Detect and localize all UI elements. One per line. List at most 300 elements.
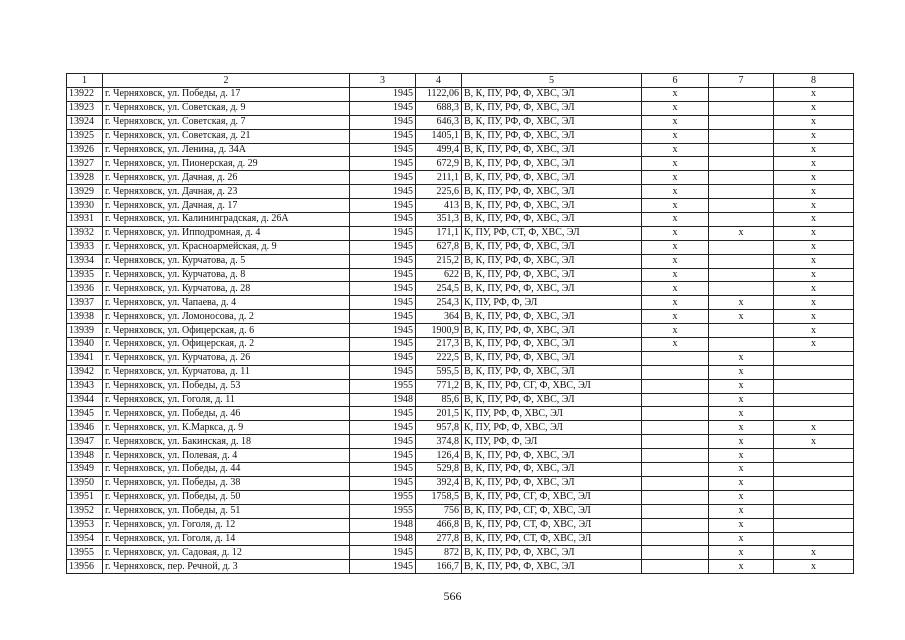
mark-col7-cell: х: [709, 476, 774, 490]
table-row: [67, 435, 854, 449]
mark-col6-cell: х: [642, 143, 709, 157]
mark-col7-cell: х: [709, 407, 774, 421]
mark-col6-cell: х: [642, 115, 709, 129]
mark-col7-cell: х: [709, 393, 774, 407]
year-cell: 1945: [350, 338, 416, 352]
elements-cell: В, К, ПУ, РФ, Ф, ХВС, ЭЛ: [462, 463, 642, 477]
mark-col6-cell: [642, 435, 709, 449]
year-cell: 1955: [350, 490, 416, 504]
elements-cell: В, К, ПУ, РФ, Ф, ХВС, ЭЛ: [462, 282, 642, 296]
mark-col8-cell: х: [774, 435, 854, 449]
mark-col6-cell: х: [642, 171, 709, 185]
row-number: 13923: [67, 101, 103, 115]
row-number: 13944: [67, 393, 103, 407]
address-cell: г. Черняховск, ул. Советская, д. 7: [103, 115, 350, 129]
mark-col8-cell: х: [774, 157, 854, 171]
mark-col6-cell: [642, 532, 709, 546]
row-number: 13946: [67, 421, 103, 435]
mark-col6-cell: [642, 379, 709, 393]
mark-col8-cell: [774, 504, 854, 518]
year-cell: 1945: [350, 324, 416, 338]
row-number: 13935: [67, 268, 103, 282]
mark-col7-cell: х: [709, 449, 774, 463]
address-cell: г. Черняховск, ул. Ипподромная, д. 4: [103, 226, 350, 240]
elements-cell: К, ПУ, РФ, СТ, Ф, ХВС, ЭЛ: [462, 226, 642, 240]
mark-col8-cell: х: [774, 115, 854, 129]
mark-col6-cell: [642, 393, 709, 407]
elements-cell: В, К, ПУ, РФ, Ф, ХВС, ЭЛ: [462, 310, 642, 324]
year-cell: 1945: [350, 435, 416, 449]
elements-cell: В, К, ПУ, РФ, Ф, ХВС, ЭЛ: [462, 546, 642, 560]
row-number: 13936: [67, 282, 103, 296]
row-number: 13952: [67, 504, 103, 518]
mark-col8-cell: х: [774, 240, 854, 254]
year-cell: 1945: [350, 296, 416, 310]
mark-col6-cell: х: [642, 282, 709, 296]
table-row: [67, 504, 854, 518]
elements-cell: В, К, ПУ, РФ, Ф, ХВС, ЭЛ: [462, 143, 642, 157]
table-row: [67, 338, 854, 352]
mark-col7-cell: [709, 199, 774, 213]
elements-cell: В, К, ПУ, РФ, Ф, ХВС, ЭЛ: [462, 88, 642, 102]
row-number: 13927: [67, 157, 103, 171]
mark-col6-cell: х: [642, 324, 709, 338]
elements-cell: К, ПУ, РФ, Ф, ЭЛ: [462, 296, 642, 310]
elements-cell: В, К, ПУ, РФ, Ф, ХВС, ЭЛ: [462, 365, 642, 379]
mark-col7-cell: [709, 338, 774, 352]
mark-col6-cell: [642, 421, 709, 435]
row-number: 13954: [67, 532, 103, 546]
area-cell: 1758,5: [416, 490, 462, 504]
mark-col8-cell: х: [774, 282, 854, 296]
address-cell: г. Черняховск, ул. Красноармейская, д. 9: [103, 240, 350, 254]
elements-cell: К, ПУ, РФ, Ф, ЭЛ: [462, 435, 642, 449]
row-number: 13953: [67, 518, 103, 532]
row-number: 13929: [67, 185, 103, 199]
year-cell: 1945: [350, 88, 416, 102]
elements-cell: В, К, ПУ, РФ, Ф, ХВС, ЭЛ: [462, 115, 642, 129]
table-row: [67, 365, 854, 379]
header-row: [67, 74, 854, 88]
year-cell: 1945: [350, 143, 416, 157]
mark-col7-cell: [709, 101, 774, 115]
year-cell: 1945: [350, 226, 416, 240]
year-cell: 1948: [350, 532, 416, 546]
table-row: [67, 532, 854, 546]
table-row: [67, 129, 854, 143]
year-cell: 1945: [350, 129, 416, 143]
elements-cell: В, К, ПУ, РФ, Ф, ХВС, ЭЛ: [462, 157, 642, 171]
address-cell: г. Черняховск, ул. Садовая, д. 12: [103, 546, 350, 560]
area-cell: 688,3: [416, 101, 462, 115]
mark-col8-cell: х: [774, 268, 854, 282]
mark-col6-cell: х: [642, 338, 709, 352]
mark-col8-cell: [774, 393, 854, 407]
mark-col8-cell: х: [774, 129, 854, 143]
mark-col6-cell: х: [642, 88, 709, 102]
row-number: 13941: [67, 351, 103, 365]
address-cell: г. Черняховск, ул. Гоголя, д. 11: [103, 393, 350, 407]
mark-col8-cell: [774, 518, 854, 532]
mark-col8-cell: [774, 463, 854, 477]
address-cell: г. Черняховск, ул. Победы, д. 38: [103, 476, 350, 490]
area-cell: 215,2: [416, 254, 462, 268]
area-cell: 957,8: [416, 421, 462, 435]
mark-col6-cell: [642, 351, 709, 365]
address-cell: г. Черняховск, ул. Пионерская, д. 29: [103, 157, 350, 171]
mark-col7-cell: х: [709, 379, 774, 393]
year-cell: 1945: [350, 421, 416, 435]
area-cell: 529,8: [416, 463, 462, 477]
mark-col8-cell: [774, 379, 854, 393]
mark-col6-cell: х: [642, 213, 709, 227]
table-row: [67, 449, 854, 463]
year-cell: 1948: [350, 393, 416, 407]
area-cell: 499,4: [416, 143, 462, 157]
mark-col7-cell: [709, 254, 774, 268]
mark-col6-cell: х: [642, 129, 709, 143]
row-number: 13951: [67, 490, 103, 504]
address-cell: г. Черняховск, ул. Победы, д. 17: [103, 88, 350, 102]
mark-col8-cell: х: [774, 324, 854, 338]
area-cell: 872: [416, 546, 462, 560]
mark-col8-cell: х: [774, 296, 854, 310]
elements-cell: В, К, ПУ, РФ, СГ, Ф, ХВС, ЭЛ: [462, 379, 642, 393]
elements-cell: В, К, ПУ, РФ, Ф, ХВС, ЭЛ: [462, 449, 642, 463]
year-cell: 1945: [350, 476, 416, 490]
mark-col7-cell: х: [709, 504, 774, 518]
mark-col6-cell: х: [642, 185, 709, 199]
mark-col7-cell: х: [709, 560, 774, 574]
address-cell: г. Черняховск, ул. Победы, д. 53: [103, 379, 350, 393]
mark-col7-cell: [709, 115, 774, 129]
row-number: 13956: [67, 560, 103, 574]
mark-col6-cell: х: [642, 254, 709, 268]
row-number: 13925: [67, 129, 103, 143]
mark-col7-cell: х: [709, 518, 774, 532]
address-cell: г. Черняховск, ул. Офицерская, д. 6: [103, 324, 350, 338]
table-row: [67, 351, 854, 365]
mark-col8-cell: [774, 365, 854, 379]
elements-cell: В, К, ПУ, РФ, Ф, ХВС, ЭЛ: [462, 338, 642, 352]
mark-col8-cell: х: [774, 199, 854, 213]
mark-col6-cell: х: [642, 296, 709, 310]
address-cell: г. Черняховск, ул. Полевая, д. 4: [103, 449, 350, 463]
mark-col6-cell: х: [642, 101, 709, 115]
mark-col7-cell: х: [709, 463, 774, 477]
mark-col8-cell: х: [774, 143, 854, 157]
year-cell: 1955: [350, 504, 416, 518]
header-cell-7: 7: [709, 74, 774, 88]
area-cell: 166,7: [416, 560, 462, 574]
header-cell-1: 1: [67, 74, 103, 88]
area-cell: 211,1: [416, 171, 462, 185]
table-row: [67, 240, 854, 254]
year-cell: 1945: [350, 282, 416, 296]
mark-col7-cell: х: [709, 435, 774, 449]
header-cell-4: 4: [416, 74, 462, 88]
address-cell: г. Черняховск, ул. Курчатова, д. 8: [103, 268, 350, 282]
table-row: [67, 157, 854, 171]
year-cell: 1945: [350, 185, 416, 199]
mark-col6-cell: х: [642, 310, 709, 324]
address-cell: г. Черняховск, ул. Ленина, д. 34А: [103, 143, 350, 157]
mark-col7-cell: [709, 88, 774, 102]
mark-col7-cell: [709, 171, 774, 185]
page-number: 566: [443, 589, 462, 603]
mark-col6-cell: х: [642, 199, 709, 213]
address-cell: г. Черняховск, ул. Курчатова, д. 26: [103, 351, 350, 365]
table-row: [67, 282, 854, 296]
area-cell: 201,5: [416, 407, 462, 421]
row-number: 13948: [67, 449, 103, 463]
elements-cell: К, ПУ, РФ, Ф, ХВС, ЭЛ: [462, 421, 642, 435]
address-cell: г. Черняховск, ул. Офицерская, д. 2: [103, 338, 350, 352]
mark-col7-cell: [709, 143, 774, 157]
area-cell: 254,5: [416, 282, 462, 296]
table-row: [67, 268, 854, 282]
mark-col6-cell: [642, 365, 709, 379]
row-number: 13955: [67, 546, 103, 560]
address-cell: г. Черняховск, ул. Дачная, д. 23: [103, 185, 350, 199]
address-cell: г. Черняховск, пер. Речной, д. 3: [103, 560, 350, 574]
area-cell: 171,1: [416, 226, 462, 240]
area-cell: 622: [416, 268, 462, 282]
table-row: [67, 546, 854, 560]
mark-col6-cell: [642, 546, 709, 560]
address-cell: г. Черняховск, ул. Бакинская, д. 18: [103, 435, 350, 449]
table-row: [67, 226, 854, 240]
area-cell: 222,5: [416, 351, 462, 365]
mark-col8-cell: [774, 407, 854, 421]
area-cell: 672,9: [416, 157, 462, 171]
row-number: 13937: [67, 296, 103, 310]
year-cell: 1945: [350, 365, 416, 379]
mark-col8-cell: х: [774, 88, 854, 102]
row-number: 13950: [67, 476, 103, 490]
table-body: [67, 88, 854, 574]
mark-col6-cell: [642, 560, 709, 574]
elements-cell: В, К, ПУ, РФ, Ф, ХВС, ЭЛ: [462, 185, 642, 199]
header-cell-2: 2: [103, 74, 350, 88]
year-cell: 1945: [350, 407, 416, 421]
table-row: [67, 518, 854, 532]
row-number: 13926: [67, 143, 103, 157]
area-cell: 225,6: [416, 185, 462, 199]
area-cell: 413: [416, 199, 462, 213]
mark-col8-cell: [774, 532, 854, 546]
year-cell: 1945: [350, 310, 416, 324]
mark-col6-cell: [642, 490, 709, 504]
row-number: 13932: [67, 226, 103, 240]
area-cell: 646,3: [416, 115, 462, 129]
year-cell: 1948: [350, 518, 416, 532]
mark-col7-cell: [709, 324, 774, 338]
elements-cell: В, К, ПУ, РФ, Ф, ХВС, ЭЛ: [462, 199, 642, 213]
address-cell: г. Черняховск, ул. Гоголя, д. 12: [103, 518, 350, 532]
mark-col8-cell: х: [774, 421, 854, 435]
year-cell: 1945: [350, 157, 416, 171]
year-cell: 1945: [350, 546, 416, 560]
area-cell: 1122,06: [416, 88, 462, 102]
address-cell: г. Черняховск, ул. Победы, д. 51: [103, 504, 350, 518]
elements-cell: В, К, ПУ, РФ, Ф, ХВС, ЭЛ: [462, 254, 642, 268]
year-cell: 1945: [350, 254, 416, 268]
elements-cell: В, К, ПУ, РФ, Ф, ХВС, ЭЛ: [462, 268, 642, 282]
address-cell: г. Черняховск, ул. Советская, д. 21: [103, 129, 350, 143]
table-row: [67, 254, 854, 268]
table-row: [67, 560, 854, 574]
table-row: [67, 407, 854, 421]
row-number: 13945: [67, 407, 103, 421]
elements-cell: В, К, ПУ, РФ, Ф, ХВС, ЭЛ: [462, 324, 642, 338]
mark-col6-cell: [642, 407, 709, 421]
table-row: [67, 421, 854, 435]
row-number: 13930: [67, 199, 103, 213]
mark-col8-cell: х: [774, 185, 854, 199]
area-cell: 85,6: [416, 393, 462, 407]
mark-col7-cell: [709, 213, 774, 227]
year-cell: 1945: [350, 101, 416, 115]
address-cell: г. Черняховск, ул. Дачная, д. 26: [103, 171, 350, 185]
mark-col8-cell: [774, 490, 854, 504]
table-row: [67, 185, 854, 199]
area-cell: 392,4: [416, 476, 462, 490]
row-number: 13939: [67, 324, 103, 338]
area-cell: 595,5: [416, 365, 462, 379]
year-cell: 1945: [350, 171, 416, 185]
table-row: [67, 463, 854, 477]
elements-cell: В, К, ПУ, РФ, Ф, ХВС, ЭЛ: [462, 351, 642, 365]
address-cell: г. Черняховск, ул. Курчатова, д. 28: [103, 282, 350, 296]
mark-col7-cell: [709, 185, 774, 199]
table-row: [67, 296, 854, 310]
elements-cell: В, К, ПУ, РФ, СГ, Ф, ХВС, ЭЛ: [462, 490, 642, 504]
row-number: 13947: [67, 435, 103, 449]
mark-col7-cell: х: [709, 296, 774, 310]
row-number: 13922: [67, 88, 103, 102]
mark-col7-cell: х: [709, 532, 774, 546]
table-row: [67, 88, 854, 102]
area-cell: 1405,1: [416, 129, 462, 143]
address-cell: г. Черняховск, ул. Советская, д. 9: [103, 101, 350, 115]
address-cell: г. Черняховск, ул. Ломоносова, д. 2: [103, 310, 350, 324]
year-cell: 1945: [350, 115, 416, 129]
registry-table: [66, 73, 854, 574]
mark-col8-cell: х: [774, 546, 854, 560]
area-cell: 1900,9: [416, 324, 462, 338]
mark-col6-cell: [642, 504, 709, 518]
elements-cell: В, К, ПУ, РФ, Ф, ХВС, ЭЛ: [462, 213, 642, 227]
table-row: [67, 324, 854, 338]
mark-col7-cell: [709, 282, 774, 296]
row-number: 13949: [67, 463, 103, 477]
elements-cell: В, К, ПУ, РФ, Ф, ХВС, ЭЛ: [462, 129, 642, 143]
row-number: 13924: [67, 115, 103, 129]
row-number: 13940: [67, 338, 103, 352]
area-cell: 374,8: [416, 435, 462, 449]
address-cell: г. Черняховск, ул. Калининградская, д. 26А: [103, 213, 350, 227]
mark-col8-cell: [774, 449, 854, 463]
elements-cell: В, К, ПУ, РФ, СГ, Ф, ХВС, ЭЛ: [462, 504, 642, 518]
mark-col6-cell: х: [642, 157, 709, 171]
year-cell: 1945: [350, 560, 416, 574]
year-cell: 1945: [350, 351, 416, 365]
area-cell: 277,8: [416, 532, 462, 546]
year-cell: 1945: [350, 213, 416, 227]
elements-cell: В, К, ПУ, РФ, Ф, ХВС, ЭЛ: [462, 393, 642, 407]
row-number: 13943: [67, 379, 103, 393]
table-row: [67, 101, 854, 115]
table-row: [67, 310, 854, 324]
address-cell: г. Черняховск, ул. К.Маркса, д. 9: [103, 421, 350, 435]
mark-col8-cell: х: [774, 171, 854, 185]
mark-col7-cell: х: [709, 351, 774, 365]
mark-col6-cell: х: [642, 268, 709, 282]
mark-col6-cell: [642, 518, 709, 532]
table-row: [67, 143, 854, 157]
area-cell: 364: [416, 310, 462, 324]
row-number: 13933: [67, 240, 103, 254]
address-cell: г. Черняховск, ул. Курчатова, д. 11: [103, 365, 350, 379]
table-row: [67, 213, 854, 227]
address-cell: г. Черняховск, ул. Гоголя, д. 14: [103, 532, 350, 546]
year-cell: 1945: [350, 240, 416, 254]
mark-col8-cell: х: [774, 310, 854, 324]
elements-cell: В, К, ПУ, РФ, Ф, ХВС, ЭЛ: [462, 240, 642, 254]
row-number: 13931: [67, 213, 103, 227]
table-row: [67, 476, 854, 490]
elements-cell: В, К, ПУ, РФ, Ф, ХВС, ЭЛ: [462, 560, 642, 574]
mark-col6-cell: [642, 463, 709, 477]
row-number: 13934: [67, 254, 103, 268]
mark-col6-cell: [642, 476, 709, 490]
elements-cell: В, К, ПУ, РФ, Ф, ХВС, ЭЛ: [462, 101, 642, 115]
area-cell: 351,3: [416, 213, 462, 227]
mark-col8-cell: х: [774, 254, 854, 268]
area-cell: 627,8: [416, 240, 462, 254]
mark-col8-cell: х: [774, 226, 854, 240]
address-cell: г. Черняховск, ул. Чапаева, д. 4: [103, 296, 350, 310]
header-cell-6: 6: [642, 74, 709, 88]
table-row: [67, 115, 854, 129]
elements-cell: В, К, ПУ, РФ, Ф, ХВС, ЭЛ: [462, 171, 642, 185]
mark-col7-cell: х: [709, 421, 774, 435]
address-cell: г. Черняховск, ул. Дачная, д. 17: [103, 199, 350, 213]
mark-col6-cell: [642, 449, 709, 463]
mark-col8-cell: х: [774, 338, 854, 352]
mark-col7-cell: х: [709, 310, 774, 324]
area-cell: 126,4: [416, 449, 462, 463]
area-cell: 756: [416, 504, 462, 518]
header-cell-5: 5: [462, 74, 642, 88]
year-cell: 1945: [350, 199, 416, 213]
mark-col7-cell: [709, 157, 774, 171]
elements-cell: В, К, ПУ, РФ, СТ, Ф, ХВС, ЭЛ: [462, 532, 642, 546]
table-row: [67, 393, 854, 407]
year-cell: 1955: [350, 379, 416, 393]
table-row: [67, 171, 854, 185]
mark-col6-cell: х: [642, 226, 709, 240]
row-number: 13938: [67, 310, 103, 324]
header-cell-8: 8: [774, 74, 854, 88]
mark-col8-cell: х: [774, 213, 854, 227]
row-number: 13928: [67, 171, 103, 185]
year-cell: 1945: [350, 463, 416, 477]
mark-col6-cell: х: [642, 240, 709, 254]
address-cell: г. Черняховск, ул. Победы, д. 46: [103, 407, 350, 421]
mark-col8-cell: [774, 476, 854, 490]
